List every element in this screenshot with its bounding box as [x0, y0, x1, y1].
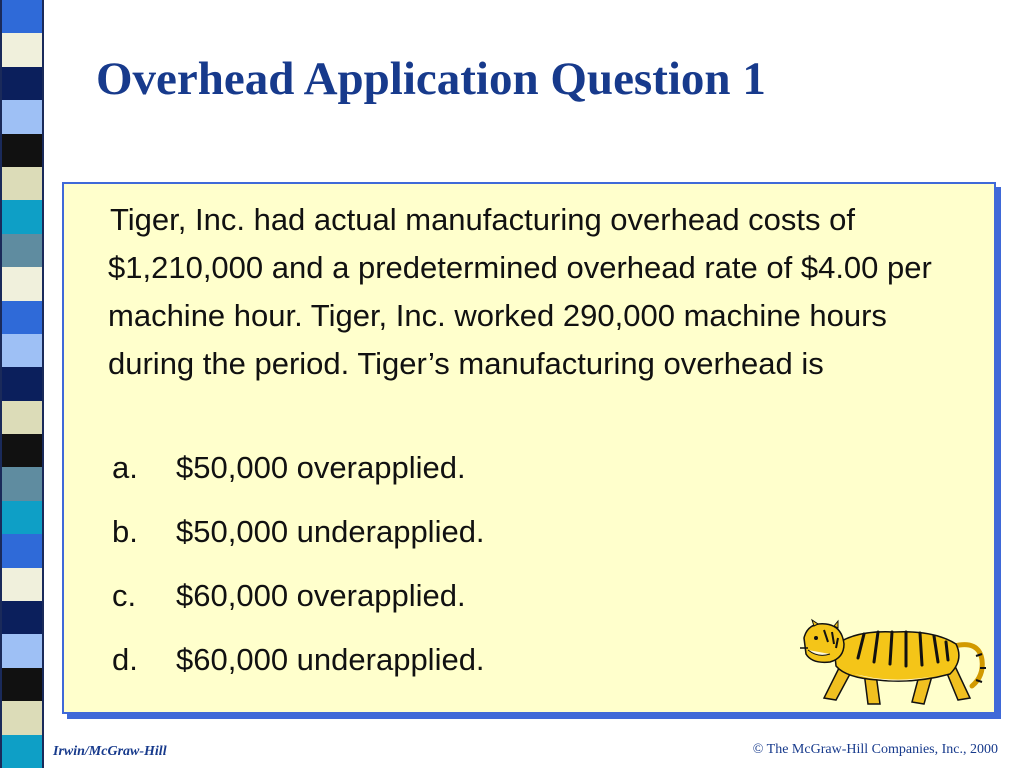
question-text: Tiger, Inc. had actual manufacturing overhead costs of $1,210,000 and a predetermined overhead rate of $4.00 per machine hour. Tiger, Inc. worked 290,000 machine hours during the period. Tiger’s manufacturing overhead is [108, 202, 932, 381]
stripe-block [0, 200, 44, 233]
stripe-block [0, 33, 44, 66]
answer-letter: b. [112, 514, 138, 549]
stripe-block [0, 701, 44, 734]
stripe-block [0, 534, 44, 567]
answer-b [112, 514, 485, 550]
tiger-icon [794, 616, 994, 712]
answer-d [112, 642, 485, 678]
answer-letter: a. [112, 450, 138, 485]
answer-letter: c. [112, 578, 137, 613]
answer-text: $60,000 underapplied. [176, 642, 485, 677]
answer-text: $50,000 underapplied. [176, 514, 485, 549]
question-box [62, 182, 996, 714]
stripe-block [0, 467, 44, 500]
stripe-block [0, 301, 44, 334]
stripe-block [0, 367, 44, 400]
slide-title: Overhead Application Question 1 [96, 53, 766, 105]
stripe-block [0, 67, 44, 100]
stripe-block [0, 401, 44, 434]
answer-text: $50,000 overapplied. [176, 450, 466, 485]
stripe-block [0, 0, 44, 33]
answer-c [112, 578, 466, 614]
answer-letter: d. [112, 642, 138, 677]
stripe-block [0, 334, 44, 367]
decorative-stripe [0, 0, 44, 768]
footer-copyright: © The McGraw-Hill Companies, Inc., 2000 [752, 742, 998, 757]
stripe-block [0, 134, 44, 167]
stripe-block [0, 668, 44, 701]
answer-text: $60,000 overapplied. [176, 578, 466, 613]
stripe-block [0, 100, 44, 133]
stripe-block [0, 735, 44, 768]
stripe-block [0, 434, 44, 467]
stripe-block [0, 601, 44, 634]
stripe-block [0, 501, 44, 534]
stripe-block [0, 267, 44, 300]
stripe-block [0, 634, 44, 667]
stripe-block [0, 167, 44, 200]
stripe-block [0, 568, 44, 601]
answer-a [112, 450, 466, 486]
footer-publisher: Irwin/McGraw-Hill [53, 744, 167, 759]
stripe-block [0, 234, 44, 267]
